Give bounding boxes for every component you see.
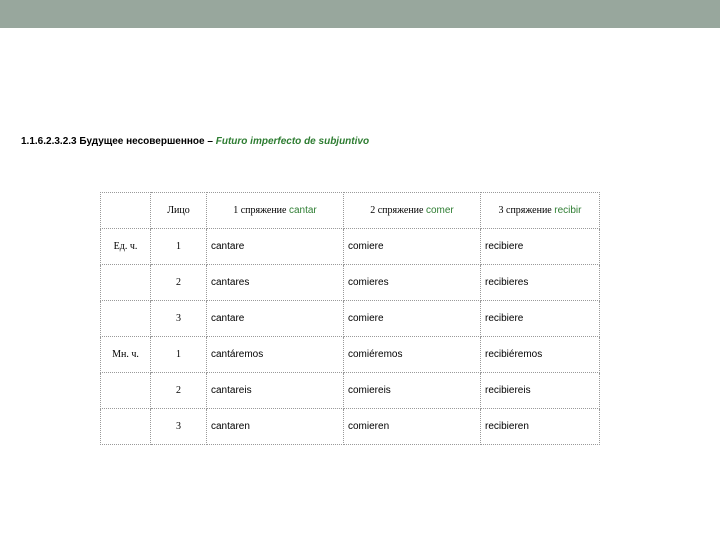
number-label: Ед. ч. <box>101 229 151 265</box>
table-row <box>101 265 600 301</box>
cantar-form: cantare <box>207 229 344 265</box>
comer-form: comiéremos <box>344 337 481 373</box>
person-cell: 1 <box>151 229 207 265</box>
table-row <box>101 301 600 337</box>
title-dash: – <box>207 136 213 147</box>
conjugation-table <box>100 192 600 445</box>
cantar-form: cantares <box>207 265 344 301</box>
section-number: 1.1.6.2.3.2.3 <box>21 136 77 147</box>
header-person: Лицо <box>151 193 207 229</box>
section-title-es: Futuro imperfecto de subjuntivo <box>215 136 370 147</box>
header-conj-2-verb: comer <box>425 205 454 216</box>
table-row <box>101 229 600 265</box>
top-bar <box>0 0 720 28</box>
header-conj-3-ru: 3 спряжение <box>498 205 552 216</box>
number-label <box>101 301 151 337</box>
section-heading <box>21 136 369 147</box>
table-row <box>101 373 600 409</box>
number-label <box>101 265 151 301</box>
recibir-form: recibiereis <box>481 373 600 409</box>
comer-form: comieren <box>344 409 481 445</box>
header-conj-3 <box>481 193 600 229</box>
recibir-form: recibiéremos <box>481 337 600 373</box>
person-cell: 3 <box>151 409 207 445</box>
person-cell: 3 <box>151 301 207 337</box>
person-cell: 1 <box>151 337 207 373</box>
recibir-form: recibieren <box>481 409 600 445</box>
table-header-row <box>101 193 600 229</box>
header-conj-1 <box>207 193 344 229</box>
cantar-form: cantare <box>207 301 344 337</box>
header-empty-cell <box>101 193 151 229</box>
cantar-form: cantareis <box>207 373 344 409</box>
comer-form: comiere <box>344 229 481 265</box>
header-conj-3-verb: recibir <box>554 205 582 216</box>
recibir-form: recibiere <box>481 229 600 265</box>
cantar-form: cantáremos <box>207 337 344 373</box>
cantar-form: cantaren <box>207 409 344 445</box>
comer-form: comieres <box>344 265 481 301</box>
person-cell: 2 <box>151 265 207 301</box>
number-label: Мн. ч. <box>101 337 151 373</box>
header-conj-1-ru: 1 спряжение <box>233 205 287 216</box>
header-conj-2 <box>344 193 481 229</box>
section-title-ru: Будущее несовершенное <box>79 136 205 147</box>
number-label <box>101 409 151 445</box>
person-cell: 2 <box>151 373 207 409</box>
comer-form: comiereis <box>344 373 481 409</box>
comer-form: comiere <box>344 301 481 337</box>
recibir-form: recibiere <box>481 301 600 337</box>
table-row <box>101 409 600 445</box>
table-row <box>101 337 600 373</box>
header-conj-2-ru: 2 спряжение <box>370 205 424 216</box>
recibir-form: recibieres <box>481 265 600 301</box>
header-conj-1-verb: cantar <box>288 205 317 216</box>
number-label <box>101 373 151 409</box>
